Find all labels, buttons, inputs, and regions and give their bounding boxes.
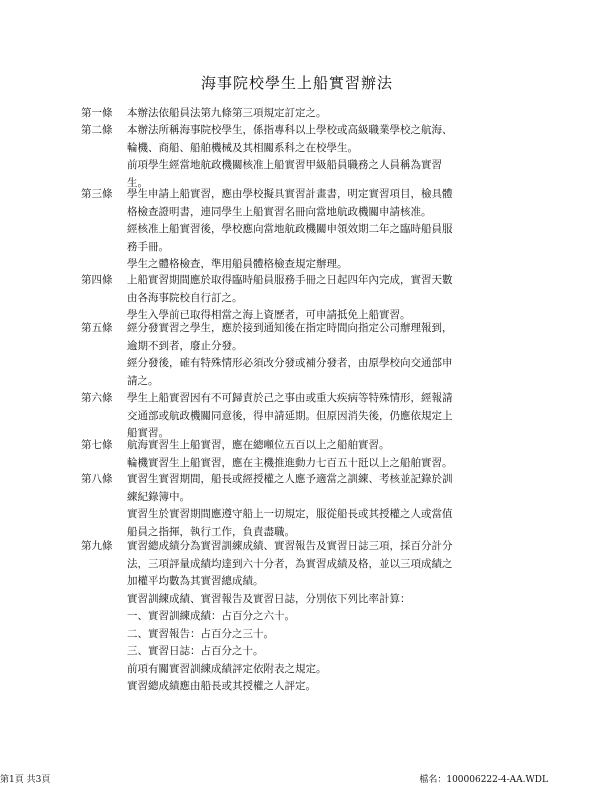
article-label: 第六條 — [81, 392, 113, 404]
article — [0, 437, 594, 472]
paragraph-line: 實習訓練成績、實習報告及實習日誌，分別依下列比率計算： — [127, 592, 411, 605]
paragraph-line: 實習總成績分為實習訓練成績、實習報告及實習日誌三項，採百分計分 — [127, 540, 453, 552]
article-paragraph — [127, 122, 478, 157]
article-paragraph — [127, 471, 478, 506]
paragraph-line: 學生上船實習因有不可歸責於己之事由或重大疾病等特殊情形，經報請 — [127, 392, 453, 404]
article-paragraph — [127, 256, 478, 274]
paragraph-line: 實習生於實習期間應遵守船上一切規定，服從船長或其授權之人或當值 — [127, 508, 453, 520]
article-label: 第九條 — [81, 540, 113, 552]
article-paragraph — [127, 272, 478, 307]
article-paragraph — [127, 643, 478, 661]
paragraph-line: 輪機實習生上船實習，應在主機推進動力七百五十瓩以上之船舶實習。 — [127, 456, 453, 469]
article — [0, 471, 594, 541]
paragraph-line: 經分發後，確有特殊情形必須改分發或補分發者，由原學校向交通部申 — [127, 357, 453, 369]
paragraph-line: 格檢查證明書，連同學生上船實習名冊向當地航政機關申請核准。 — [127, 205, 432, 218]
article-label: 第四條 — [81, 274, 113, 286]
paragraph-line: 輪機、商船、船舶機械及其相關系科之在校學生。 — [127, 141, 358, 154]
article-label: 第一條 — [81, 107, 113, 119]
article — [0, 272, 594, 325]
paragraph-line: 學生申請上船實習，應由學校擬具實習計畫書，明定實習項目，檢具體 — [127, 188, 453, 200]
article-paragraph — [127, 608, 478, 626]
paragraph-line: 經核准上船實習後，學校應向當地航政機關申領效期二年之臨時船員服 — [127, 223, 453, 235]
paragraph-line: 前項有關實習訓練成績評定依附表之規定。 — [127, 662, 327, 675]
paragraph-line: 練紀錄簿中。 — [127, 490, 190, 503]
paragraph-line: 本辦法依船員法第九條第三項規定訂定之。 — [127, 107, 327, 119]
paragraph-line: 三、實習日誌：占百分之十。 — [127, 645, 264, 657]
paragraph-line: 實習總成績應由船長或其授權之人評定。 — [127, 680, 316, 692]
article-paragraph — [127, 661, 478, 679]
paragraph-line: 請之。 — [127, 374, 159, 387]
article — [0, 538, 594, 696]
file-name: 檔名：100006222-4-AA.WDL — [419, 775, 548, 785]
paragraph-line: 加權平均數為其實習總成績。 — [127, 575, 264, 587]
article-paragraph — [127, 221, 478, 256]
article-paragraph — [127, 390, 478, 443]
article-label: 第七條 — [81, 439, 113, 451]
paragraph-line: 二、實習報告：占百分之三十。 — [127, 627, 274, 640]
page-number: 第1頁 共3頁 — [0, 775, 51, 785]
article-paragraph — [127, 678, 478, 696]
article — [0, 122, 594, 192]
article-paragraph — [127, 626, 478, 644]
article-paragraph — [127, 591, 478, 609]
article-label: 第五條 — [81, 322, 113, 334]
article-paragraph — [127, 506, 478, 541]
paragraph-line: 實習生實習期間，船長或經授權之人應予適當之訓練、考核並記錄於訓 — [127, 473, 453, 485]
paragraph-line: 經分發實習之學生，應於接到通知後在指定時間向指定公司辦理報到， — [127, 322, 453, 334]
paragraph-line: 一、實習訓練成績：占百分之六十。 — [127, 610, 295, 622]
article-paragraph — [127, 538, 478, 591]
document-title: 海事院校學生上船實習辦法 — [200, 74, 393, 92]
article — [0, 390, 594, 443]
paragraph-line: 上船實習期間應於取得臨時船員服務手冊之日起四年內完成，實習天數 — [127, 274, 453, 286]
article — [0, 105, 594, 123]
paragraph-line: 交通部或航政機關同意後，得申請延期。但原因消失後，仍應依規定上 — [127, 409, 453, 422]
paragraph-line: 法，三項評量成績均達到六十分者，為實習成績及格，並以三項成績之 — [127, 557, 453, 570]
paragraph-line: 務手冊。 — [127, 240, 169, 253]
article-paragraph — [127, 455, 478, 473]
paragraph-line: 前項學生經當地航政機關核准上船實習甲級船員職務之人員稱為實習 — [127, 159, 442, 171]
article-paragraph — [127, 186, 478, 221]
paragraph-line: 學生之體格檢查，準用船員體格檢查規定辦理。 — [127, 258, 348, 270]
paragraph-line: 生。 — [127, 176, 148, 189]
paragraph-line: 船員之指揮，執行工作，負責盡職。 — [127, 525, 295, 538]
article-paragraph — [127, 355, 478, 390]
paragraph-line: 船實習。 — [127, 427, 169, 439]
article-label: 第三條 — [81, 188, 113, 200]
article-paragraph — [127, 437, 478, 455]
article-label: 第二條 — [81, 124, 113, 136]
paragraph-line: 學生入學前已取得相當之海上資歷者，可申請抵免上船實習。 — [127, 309, 411, 321]
paragraph-line: 本辦法所稱海事院校學生，係指專科以上學校或高級職業學校之航海、 — [127, 124, 453, 136]
article — [0, 186, 594, 274]
paragraph-line: 航海實習生上船實習，應在總噸位五百以上之船舶實習。 — [127, 439, 390, 451]
article-paragraph — [127, 105, 478, 123]
article-label: 第八條 — [81, 473, 113, 485]
paragraph-line: 由各海事院校自行訂之。 — [127, 291, 243, 304]
paragraph-line: 逾期不到者，廢止分發。 — [127, 339, 243, 352]
article-paragraph — [127, 320, 478, 355]
article — [0, 320, 594, 390]
